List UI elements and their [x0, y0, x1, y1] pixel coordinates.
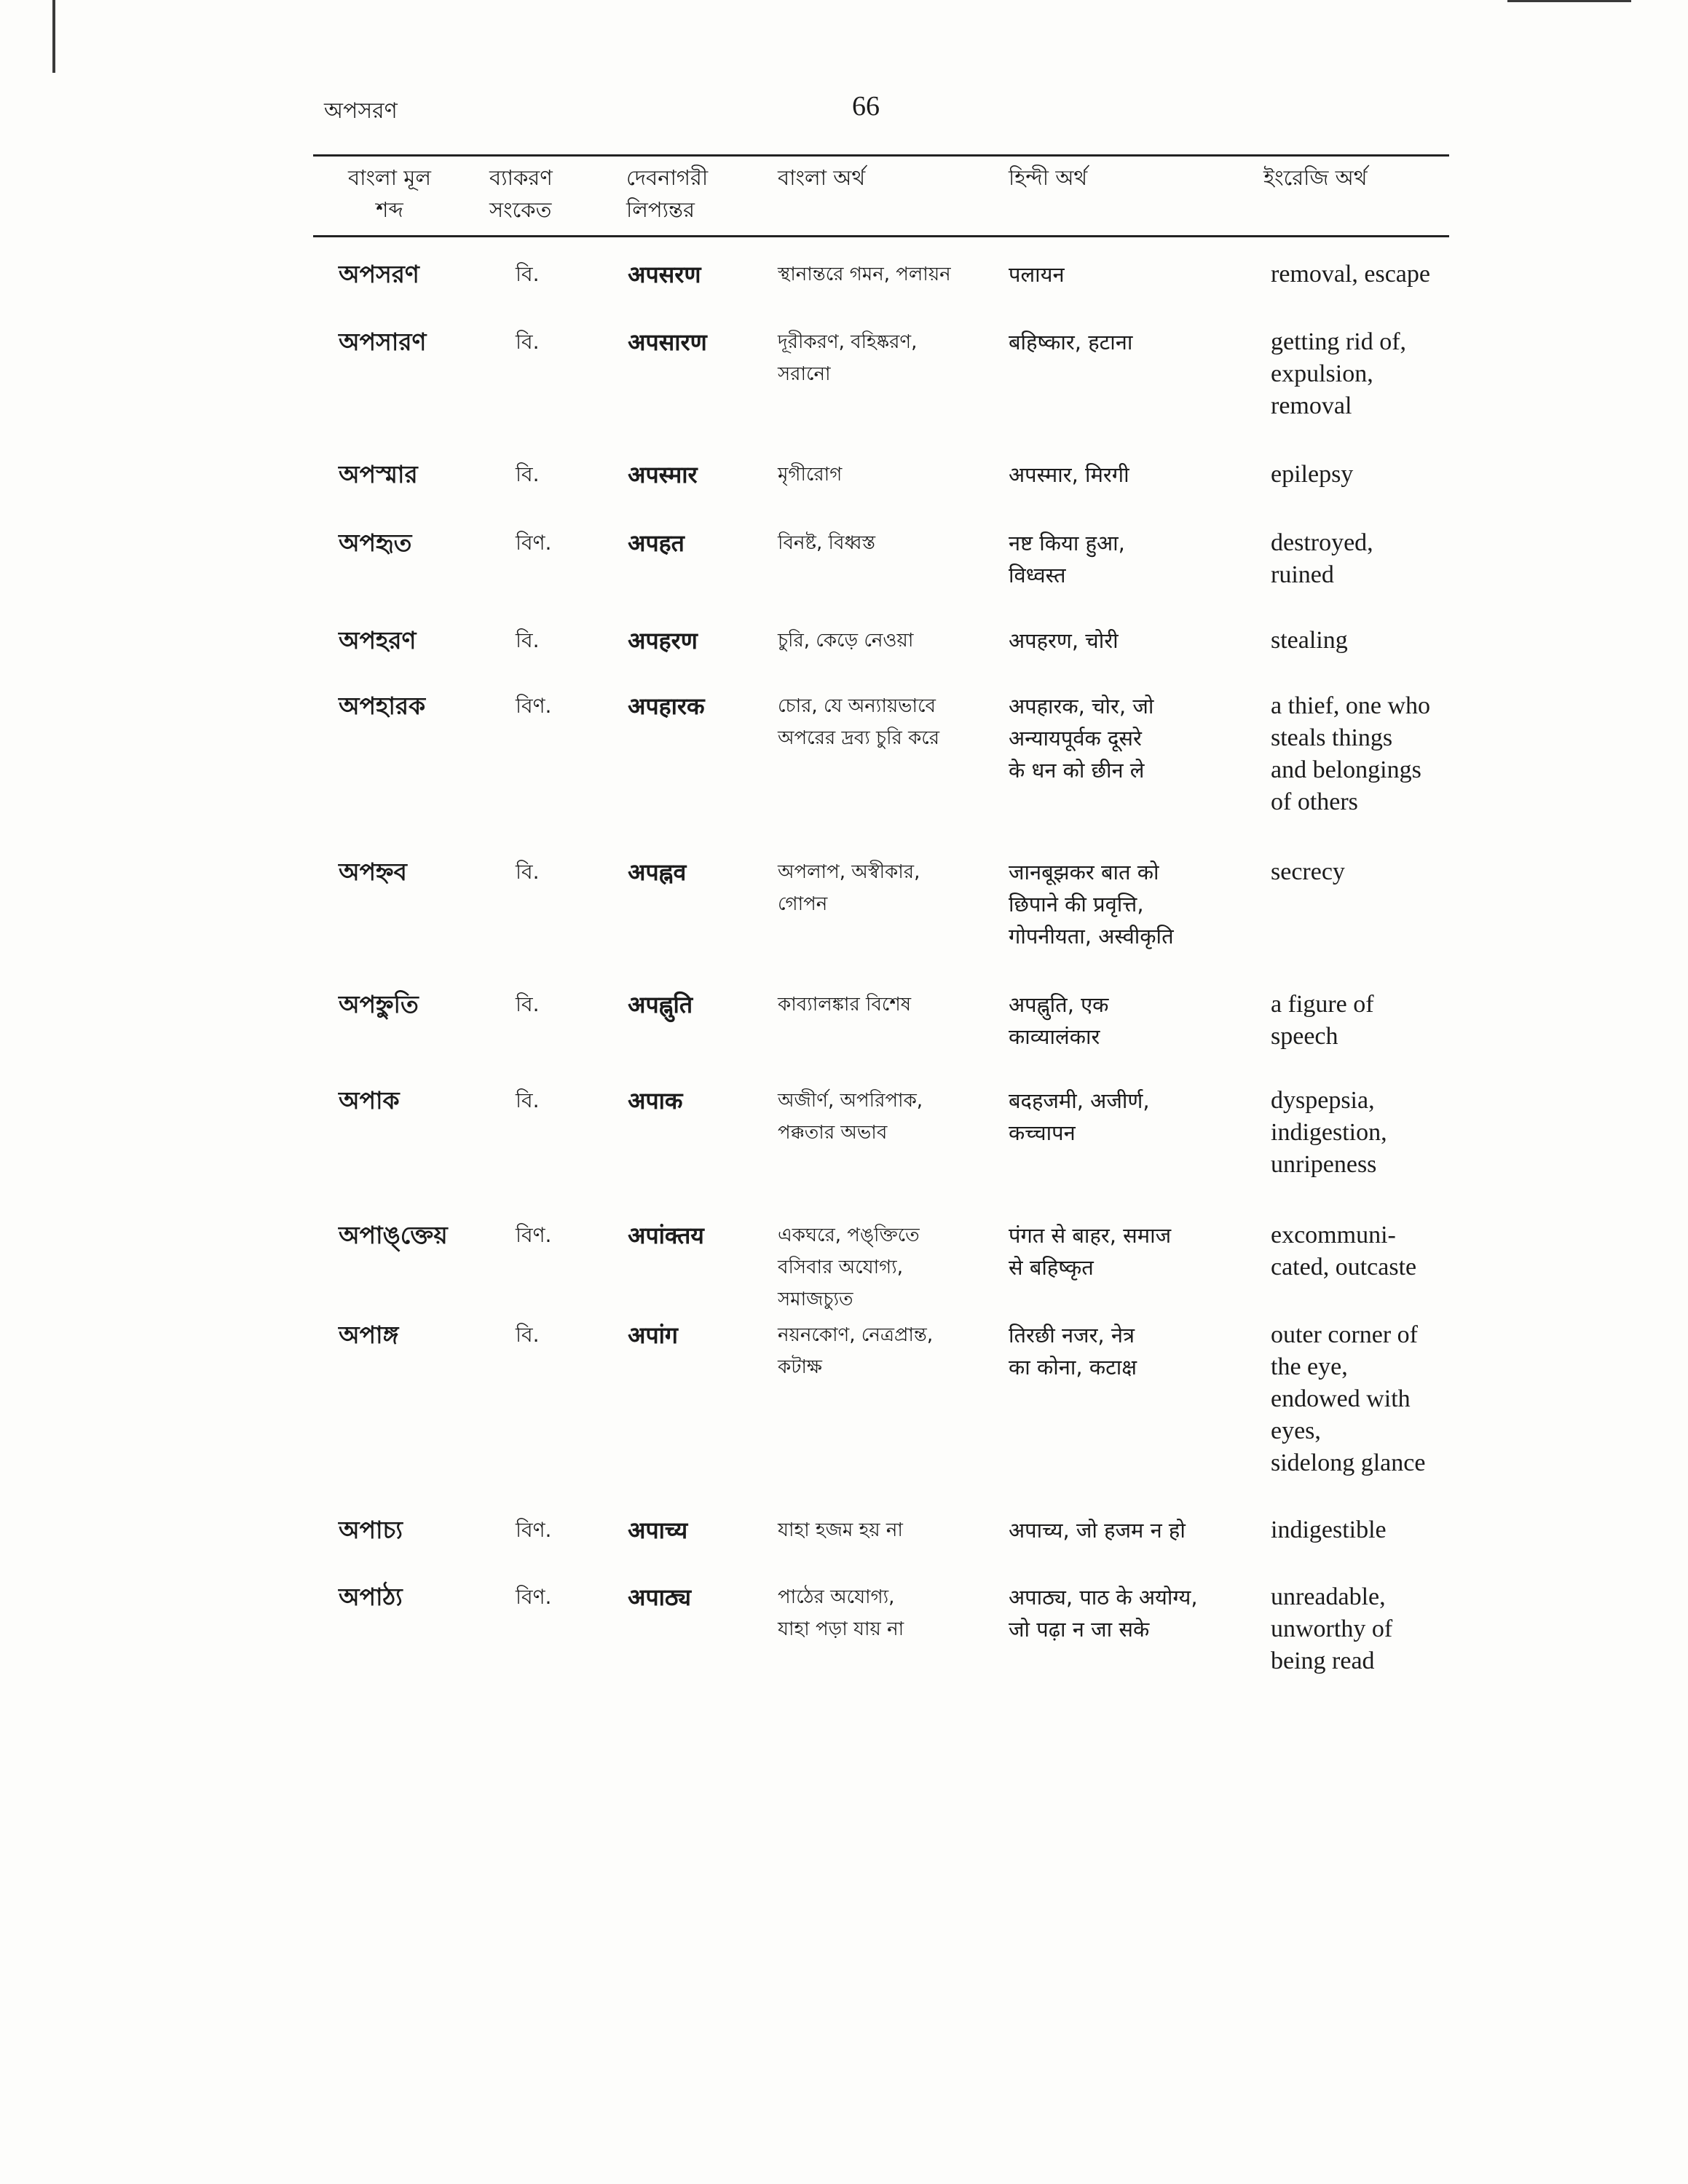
meaning-english: epilepsy	[1271, 461, 1354, 488]
meaning-hindi: जानबूझकर बात को छिपाने की प्रवृत्ति, गोपनीयता, अस्वीकृति	[1009, 860, 1174, 949]
headword-devanagari: अपांग	[628, 1321, 678, 1349]
headword-bengali: অপহ্নুতি	[339, 990, 419, 1018]
meaning-english: dyspepsia, indigestion, unripeness	[1271, 1087, 1387, 1178]
meaning-hindi: अपाठ्य, पाठ के अयोग्य, जो पढ़ा न जा सके	[1009, 1585, 1198, 1642]
headword-devanagari: अपाक	[628, 1087, 683, 1115]
grammar-marker: বি.	[516, 462, 540, 486]
grammar-marker: বি.	[516, 628, 540, 652]
meaning-english: excommuni- cated, outcaste	[1271, 1222, 1417, 1281]
meaning-english: getting rid of, expulsion, removal	[1271, 328, 1407, 419]
meaning-hindi: अपहरण, चोरी	[1009, 628, 1119, 653]
grammar-marker: বি.	[516, 262, 540, 286]
headword-devanagari: अपहरण	[628, 627, 698, 654]
column-header-bengali-meaning: বাংলা অর্থ	[778, 165, 866, 190]
meaning-bengali: বিনষ্ট, বিধ্বস্ত	[778, 532, 876, 554]
meaning-hindi: पलायन	[1009, 262, 1065, 287]
meaning-bengali: একঘরে, পঙ্‌ক্তিতে বসিবার অযোগ্য, সমাজচ্যুত	[778, 1224, 920, 1310]
meaning-english: destroyed, ruined	[1271, 529, 1373, 588]
meaning-bengali: কাব্যালঙ্কার বিশেষ	[778, 994, 912, 1016]
headword-bengali: অপহরণ	[339, 626, 417, 654]
meaning-hindi: अपस्मार, मिरगी	[1009, 462, 1129, 487]
meaning-hindi: पंगत से बाहर, समाज से बहिष्कृत	[1009, 1223, 1172, 1280]
column-header-devanagari: দেবনাগরী লিপ্যন্তর	[626, 165, 709, 222]
meaning-english: stealing	[1271, 627, 1348, 654]
headword-devanagari: अपहारक	[628, 692, 705, 720]
meaning-english: secrecy	[1271, 858, 1345, 885]
column-header-hindi-meaning: হিন্দী অর্থ	[1009, 165, 1088, 190]
meaning-bengali: অপলাপ, অস্বীকার, গোপন	[778, 861, 920, 915]
meaning-bengali: স্থানান্তরে গমন, পলায়ন	[778, 264, 951, 285]
meaning-bengali: দূরীকরণ, বহিষ্করণ, সরানো	[778, 331, 918, 385]
meaning-english: indigestible	[1271, 1516, 1387, 1543]
headword-devanagari: अपसारण	[628, 328, 707, 356]
grammar-marker: বিণ.	[516, 1585, 552, 1609]
headword-bengali: অপাক	[339, 1086, 400, 1115]
grammar-marker: বি.	[516, 330, 540, 354]
table-top-rule	[313, 154, 1449, 157]
headword-bengali: অপহারক	[339, 692, 426, 720]
grammar-marker: বি.	[516, 860, 540, 884]
grammar-marker: বি.	[516, 1323, 540, 1347]
column-header-grammar: ব্যাকরণ সংকেত	[489, 165, 553, 222]
headword-devanagari: अपहत	[628, 529, 685, 557]
meaning-hindi: बहिष्कार, हटाना	[1009, 330, 1133, 355]
column-header-bengali-word: বাংলা মূল শব্দ	[348, 165, 431, 222]
meaning-bengali: মৃগীরোগ	[778, 464, 843, 486]
scan-edge-mark	[52, 0, 55, 73]
meaning-bengali: অজীর্ণ, অপরিপাক, পক্কতার অভাব	[778, 1090, 923, 1144]
grammar-marker: বিণ.	[516, 1518, 552, 1542]
grammar-marker: বিণ.	[516, 531, 552, 555]
headword-bengali: অপাঠ্য	[339, 1583, 403, 1611]
meaning-hindi: बदहजमी, अजीर्ण, कच्चापन	[1009, 1088, 1150, 1145]
headword-bengali: অপস্মার	[339, 460, 418, 488]
meaning-hindi: तिरछी नजर, नेत्र का कोना, कटाक्ष	[1009, 1323, 1137, 1380]
page-number: 66	[852, 91, 880, 122]
headword-bengali: অপাঙ্‌ক্তেয়	[339, 1221, 448, 1249]
headword-devanagari: अपांक्तय	[628, 1222, 704, 1249]
headword-bengali: অপসারণ	[339, 328, 427, 356]
meaning-hindi: नष्ट किया हुआ, विध्वस्त	[1009, 531, 1125, 587]
headword-devanagari: अपाच्य	[628, 1516, 688, 1544]
meaning-bengali: নয়নকোণ, নেত্রপ্রান্ত, কটাক্ষ	[778, 1324, 934, 1378]
grammar-marker: বি.	[516, 1088, 540, 1112]
meaning-bengali: যাহা হজম হয় না	[778, 1519, 903, 1541]
meaning-bengali: চুরি, কেড়ে নেওয়া	[778, 630, 914, 652]
headword-devanagari: अपस्मार	[628, 461, 698, 488]
headword-devanagari: अपह्नव	[628, 858, 687, 886]
grammar-marker: বিণ.	[516, 1223, 552, 1247]
grammar-marker: বি.	[516, 992, 540, 1016]
table-header-rule	[313, 235, 1449, 237]
meaning-bengali: চোর, যে অন্যায়ভাবে অপরের দ্রব্য চুরি করে	[778, 695, 940, 749]
headword-devanagari: अपह्नुति	[628, 991, 693, 1018]
headword-bengali: অপহৃত	[339, 529, 412, 557]
headword-bengali: অপহ্নব	[339, 858, 407, 886]
meaning-english: unreadable, unworthy of being read	[1271, 1583, 1393, 1674]
meaning-english: a thief, one who steals things and belongings of others	[1271, 692, 1431, 815]
meaning-bengali: পাঠের অযোগ্য, যাহা পড়া যায় না	[778, 1586, 904, 1640]
headword-bengali: অপাঙ্গ	[339, 1321, 399, 1349]
meaning-english: removal, escape	[1271, 261, 1430, 288]
meaning-hindi: अपहारक, चोर, जो अन्यायपूर्वक दूसरे के धन को छीन ले	[1009, 694, 1154, 783]
meaning-english: outer corner of the eye, endowed with eyes, sidelong glance	[1271, 1321, 1426, 1476]
headword-devanagari: अपसरण	[628, 261, 701, 288]
headword-devanagari: अपाठ्य	[628, 1583, 692, 1611]
running-head: অপসরণ	[324, 98, 398, 124]
grammar-marker: বিণ.	[516, 694, 552, 718]
headword-bengali: অপসরণ	[339, 260, 419, 288]
headword-bengali: অপাচ্য	[339, 1516, 403, 1544]
scan-edge-mark	[1507, 0, 1631, 2]
column-header-english-meaning: ইংরেজি অর্থ	[1263, 165, 1368, 190]
meaning-english: a figure of speech	[1271, 991, 1374, 1050]
meaning-hindi: अपाच्य, जो हजम न हो	[1009, 1518, 1186, 1543]
meaning-hindi: अपह्नुति, एक काव्यालंकार	[1009, 992, 1109, 1049]
